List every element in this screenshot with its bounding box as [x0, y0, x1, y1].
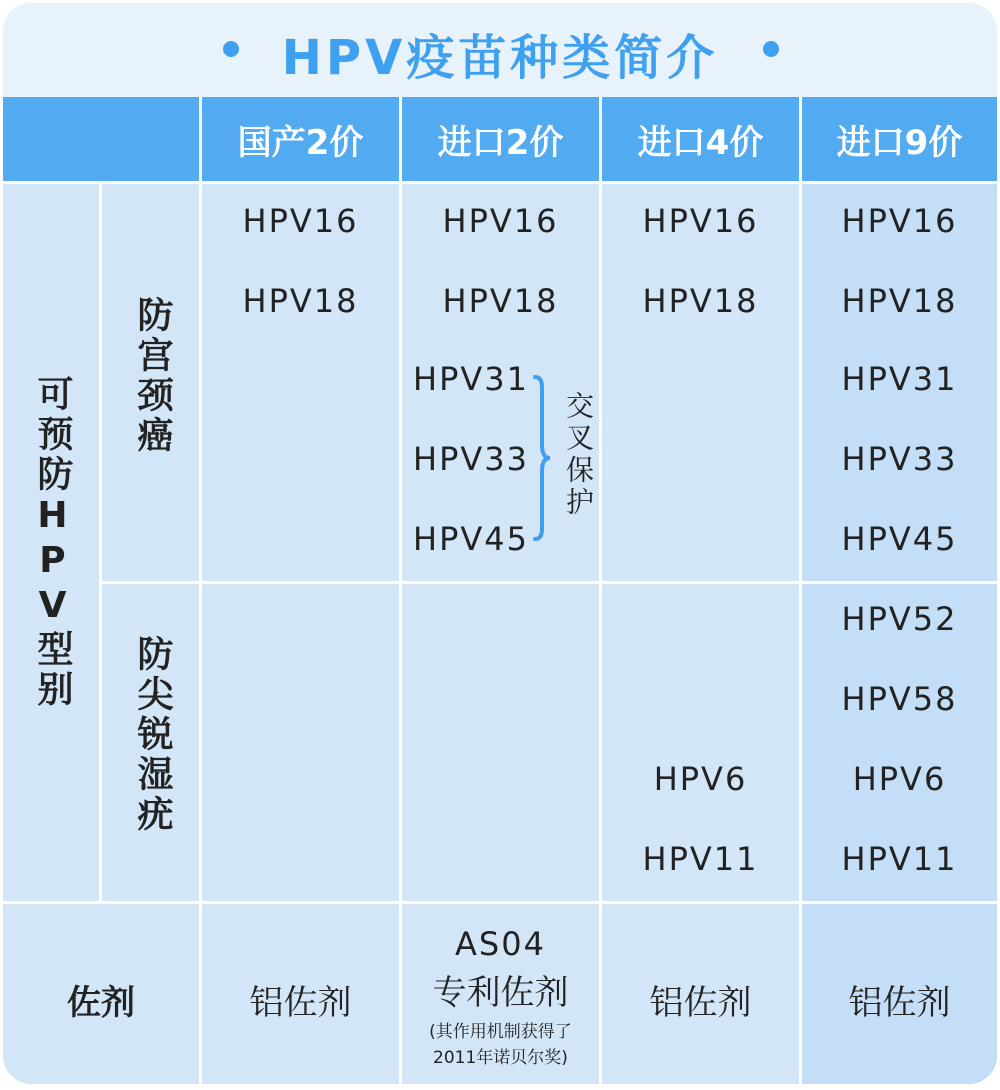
grid-line	[599, 97, 602, 1084]
import2-adjuvant-note-1: (其作用机制获得了	[429, 1022, 572, 1042]
domestic2-hpv18: HPV18	[242, 282, 359, 320]
row-header-adjuvant: 佐剂	[67, 983, 135, 1023]
import9-hpv31: HPV31	[841, 360, 958, 398]
col-header-domestic-2: 国产2价	[202, 97, 399, 181]
grid-line	[3, 181, 997, 184]
title-dot-right	[763, 41, 779, 57]
import9-hpv11: HPV11	[841, 840, 958, 878]
import2-hpv18: HPV18	[442, 282, 559, 320]
import4-hpv6: HPV6	[653, 760, 748, 798]
subrow-genital-warts: 防尖锐湿疣	[132, 635, 173, 835]
import9-hpv52: HPV52	[841, 600, 958, 638]
import2-adjuvant-type: 专利佐剂	[432, 973, 569, 1013]
col-header-import-2: 进口2价	[402, 97, 599, 181]
cross-protection-label: 交叉保护	[562, 391, 595, 519]
grid-line	[99, 581, 997, 584]
brace-icon	[531, 373, 555, 543]
import9-hpv6: HPV6	[852, 760, 947, 798]
import2-hpv33: HPV33	[413, 440, 529, 478]
import9-hpv16: HPV16	[841, 202, 958, 240]
import9-hpv58: HPV58	[841, 680, 958, 718]
domestic2-adjuvant: 铝佐剂	[249, 983, 352, 1023]
vaccine-table-card	[3, 3, 997, 1084]
grid-line	[99, 181, 102, 901]
import4-hpv16: HPV16	[642, 202, 759, 240]
import2-hpv31: HPV31	[413, 360, 529, 398]
import9-hpv18: HPV18	[841, 282, 958, 320]
import9-adjuvant: 铝佐剂	[848, 983, 951, 1023]
import2-hpv16: HPV16	[442, 202, 559, 240]
page-title: HPV疫苗种类简介	[281, 30, 719, 86]
import9-hpv45: HPV45	[841, 520, 958, 558]
import2-adjuvant-note-2: 2011年诺贝尔奖)	[433, 1048, 568, 1068]
import2-adjuvant-name: AS04	[455, 925, 546, 963]
grid-line	[799, 97, 802, 1084]
col-header-import-9: 进口9价	[802, 97, 997, 181]
domestic2-hpv16: HPV16	[242, 202, 359, 240]
import9-hpv33: HPV33	[841, 440, 958, 478]
header-corner	[3, 97, 199, 181]
import4-hpv11: HPV11	[642, 840, 759, 878]
col-header-import-4: 进口4价	[602, 97, 799, 181]
import4-hpv18: HPV18	[642, 282, 759, 320]
grid-line	[3, 901, 997, 904]
subrow-cervical-cancer: 防宫颈癌	[132, 296, 173, 456]
row-header-preventable-types: 可预防HPV型别	[32, 375, 73, 710]
import2-hpv45: HPV45	[413, 520, 529, 558]
grid-line	[199, 97, 202, 1084]
import4-adjuvant: 铝佐剂	[649, 983, 752, 1023]
